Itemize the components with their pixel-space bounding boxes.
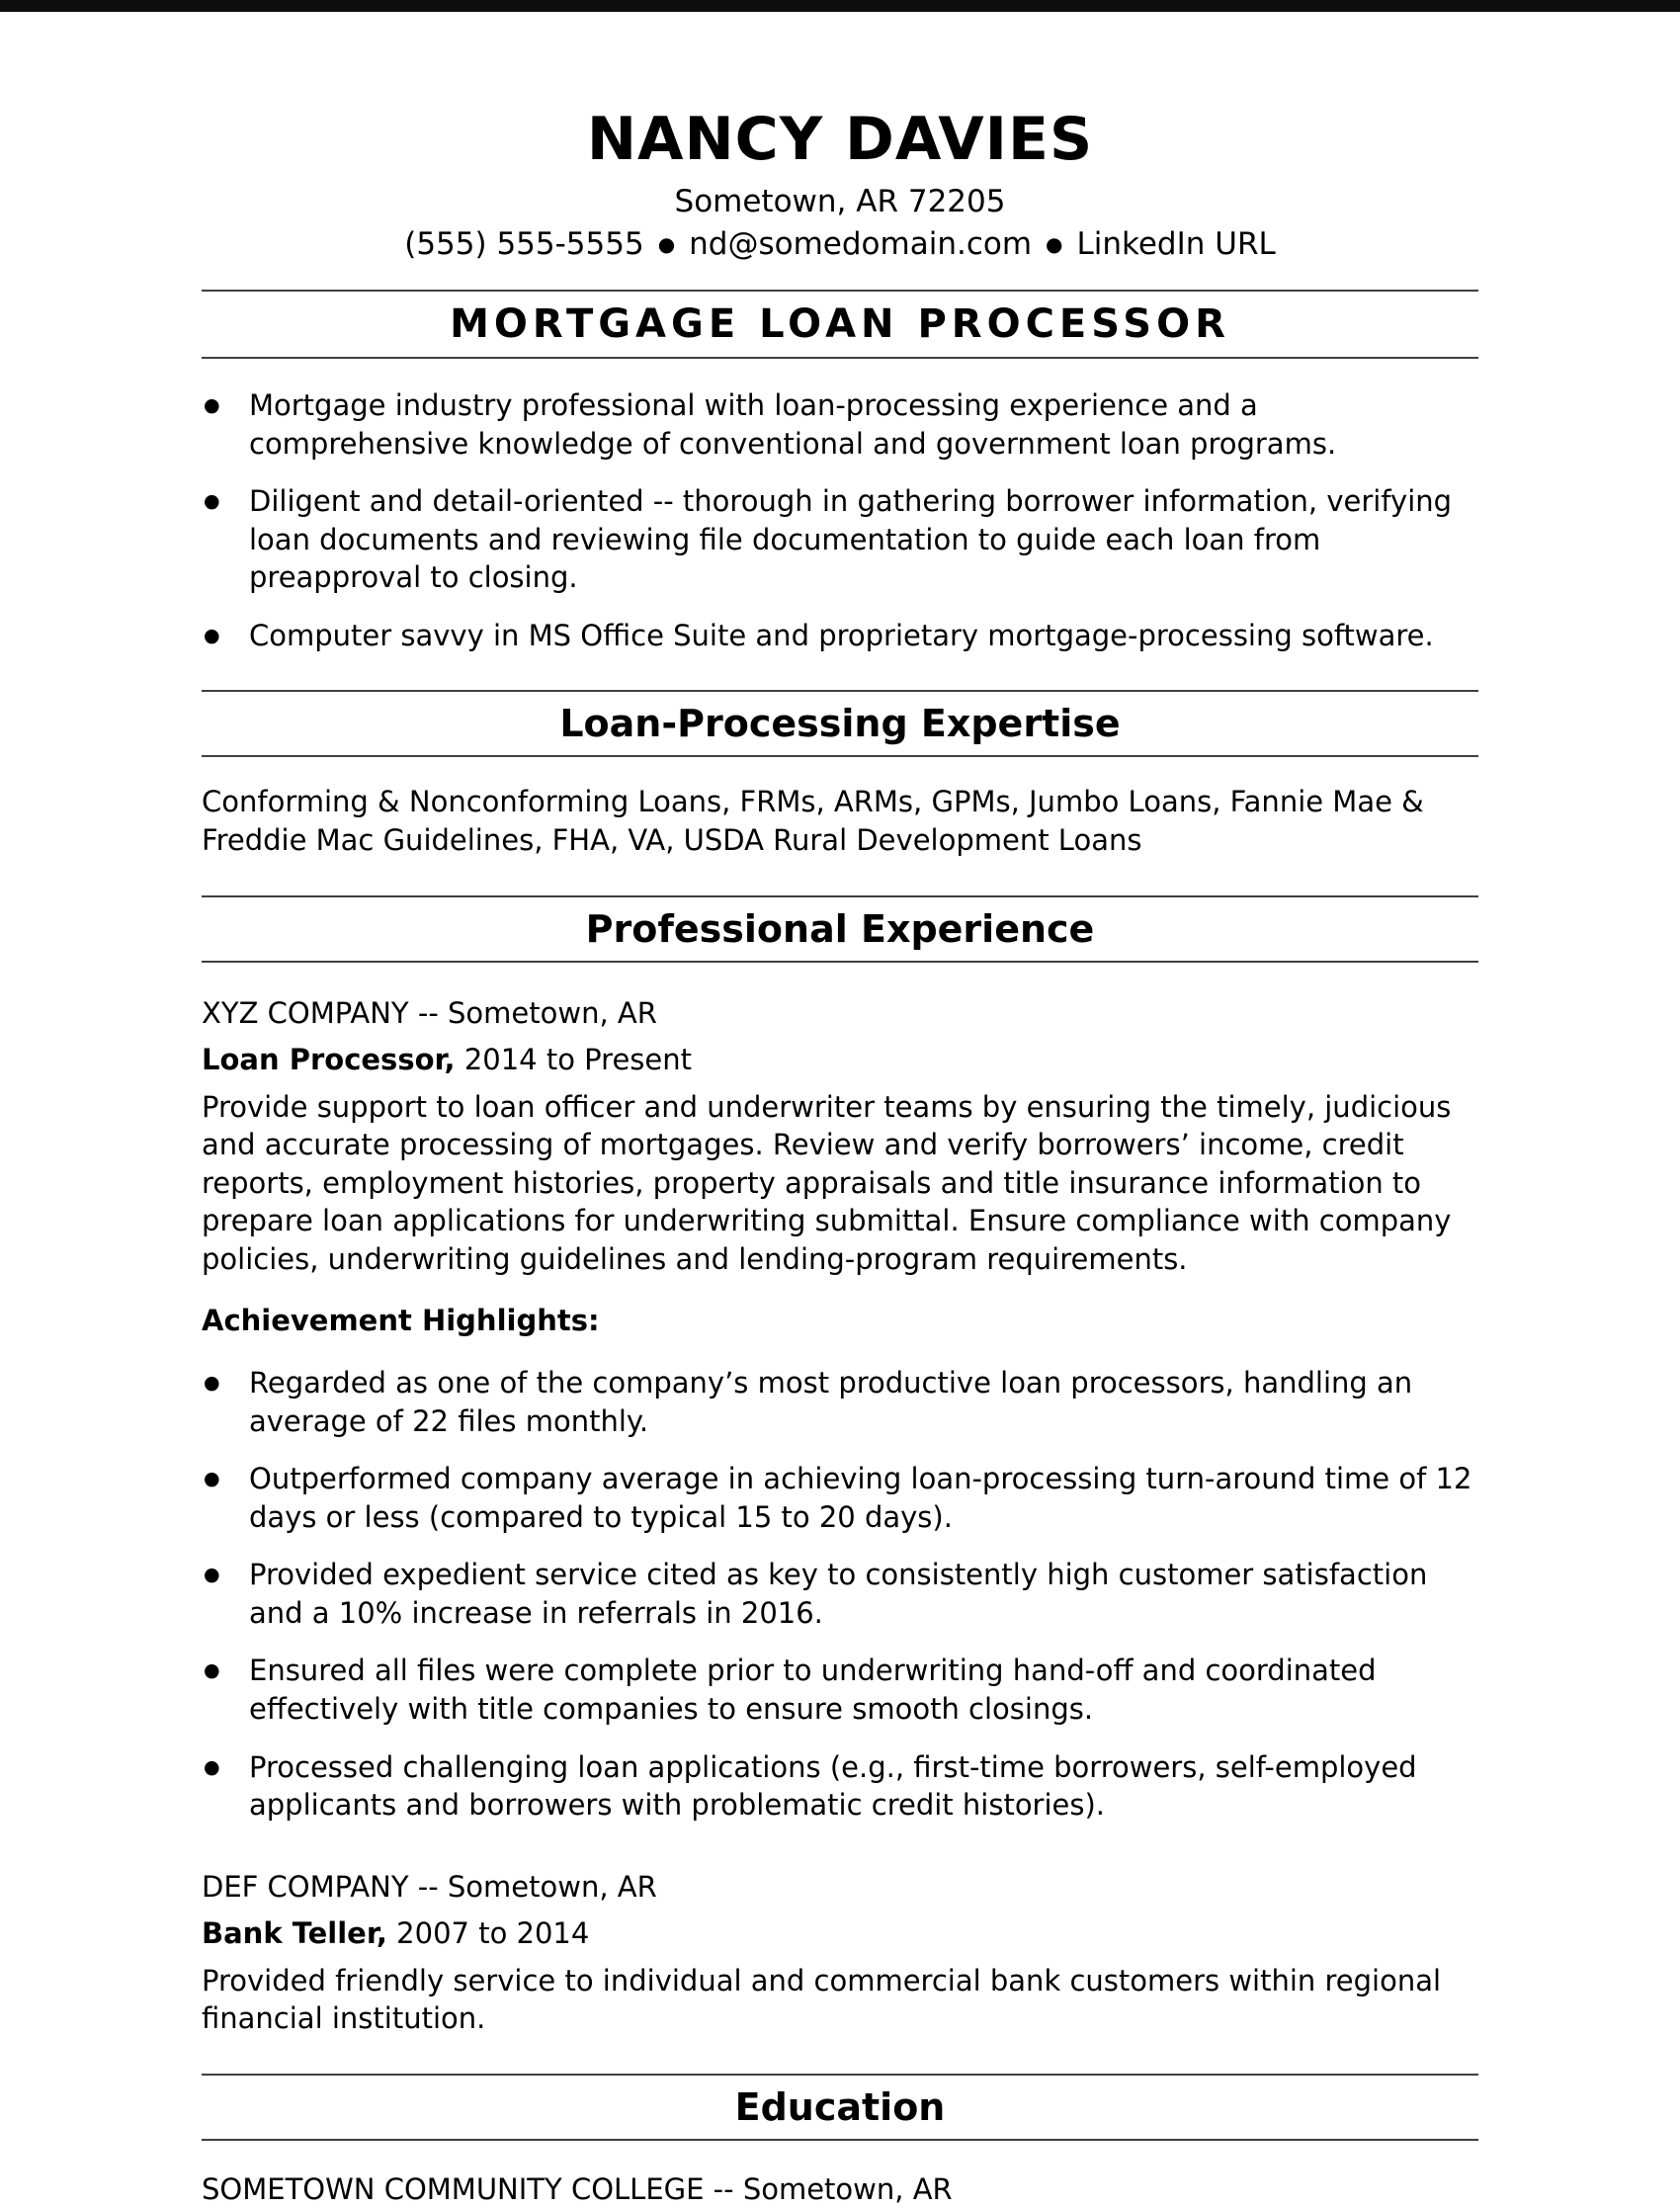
- resume-title: MORTGAGE LOAN PROCESSOR: [450, 301, 1230, 347]
- summary-bullet-list: [202, 386, 1478, 654]
- job-company: DEF COMPANY -- Sometown, AR: [202, 1869, 657, 1904]
- title-rule-block: [202, 290, 1478, 359]
- summary-bullet: ● Mortgage industry professional with loan-processing experience and a comprehensive knowledge of conventional and government loan programs.: [202, 386, 1478, 463]
- achievement-highlights-label: Achievement Highlights:: [202, 1304, 600, 1338]
- candidate-location: Sometown, AR 72205: [674, 184, 1006, 219]
- achievement-bullet: ● Regarded as one of the company’s most productive loan processors, handling an average of 22 files monthly.: [202, 1364, 1478, 1440]
- achievement-bullet: ● Ensured all files were complete prior to underwriting hand-off and coordinated effectively with title companies to ensure smooth closings.: [202, 1652, 1478, 1728]
- resume-document: [0, 12, 1680, 2208]
- job-role: Loan Processor,: [202, 1043, 456, 1077]
- education-school: SOMETOWN COMMUNITY COLLEGE -- Sometown, AR: [202, 2171, 953, 2206]
- expertise-heading-block: [202, 690, 1478, 757]
- summary-bullet: ● Computer savvy in MS Office Suite and proprietary mortgage-processing software.: [202, 617, 1478, 655]
- experience-heading-block: [202, 895, 1478, 963]
- bullet-separator-icon: ●: [657, 232, 676, 256]
- expertise-section-heading: Loan-Processing Expertise: [559, 702, 1121, 746]
- achievement-highlights-list: [202, 1364, 1478, 1825]
- job-description: Provide support to loan officer and underwriter teams by ensuring the timely, judicious and accurate processing of mortgages. Review and verify borrowers’ income, credit reports, employment histories, property appraisals and title insurance information to prepare loan applications for underwriting submittal. Ensure compliance with company policies, underwriting guidelines and lending-program requirements.: [202, 1089, 1452, 1276]
- job-dates: 2014 to Present: [463, 1043, 692, 1077]
- candidate-email: nd@somedomain.com: [689, 226, 1033, 262]
- expertise-text: Conforming & Nonconforming Loans, FRMs, ARMs, GPMs, Jumbo Loans, Fannie Mae & Freddie Mac Guidelines, FHA, VA, USDA Rural Development Loans: [202, 785, 1424, 857]
- job-description: Provided friendly service to individual and commercial bank customers within regional financial institution.: [202, 1963, 1442, 2036]
- job-role: Bank Teller,: [202, 1916, 387, 1951]
- candidate-name: NANCY DAVIES: [586, 105, 1094, 174]
- summary-bullet: ● Diligent and detail-oriented -- thorough in gathering borrower information, verifying loan documents and reviewing file documentation to guide each loan from preapproval to closing.: [202, 482, 1478, 597]
- job-dates: 2007 to 2014: [396, 1916, 590, 1951]
- candidate-phone: (555) 555-5555: [404, 226, 644, 262]
- education-heading-block: [202, 2074, 1478, 2141]
- experience-section-heading: Professional Experience: [585, 906, 1095, 951]
- achievement-bullet: ● Provided expedient service cited as key to consistently high customer satisfaction and a 10% increase in referrals in 2016.: [202, 1556, 1478, 1632]
- achievement-bullet: ● Processed challenging loan applications (e.g., first-time borrowers, self-employed applicants and borrowers with problematic credit histories).: [202, 1748, 1478, 1825]
- contact-line: [202, 226, 1478, 262]
- education-section-heading: Education: [734, 2084, 946, 2129]
- job-entry: [202, 1868, 1478, 2038]
- page-top-border: [0, 0, 1680, 12]
- job-entry: [202, 994, 1478, 1825]
- job-role-line: [202, 1914, 1478, 1953]
- bullet-separator-icon: ●: [1046, 232, 1063, 256]
- candidate-linkedin: LinkedIn URL: [1076, 226, 1276, 262]
- job-company: XYZ COMPANY -- Sometown, AR: [202, 995, 657, 1030]
- job-role-line: [202, 1041, 1478, 1079]
- achievement-bullet: ● Outperformed company average in achieving loan-processing turn-around time of 12 days or less (compared to typical 15 to 20 days).: [202, 1460, 1478, 1536]
